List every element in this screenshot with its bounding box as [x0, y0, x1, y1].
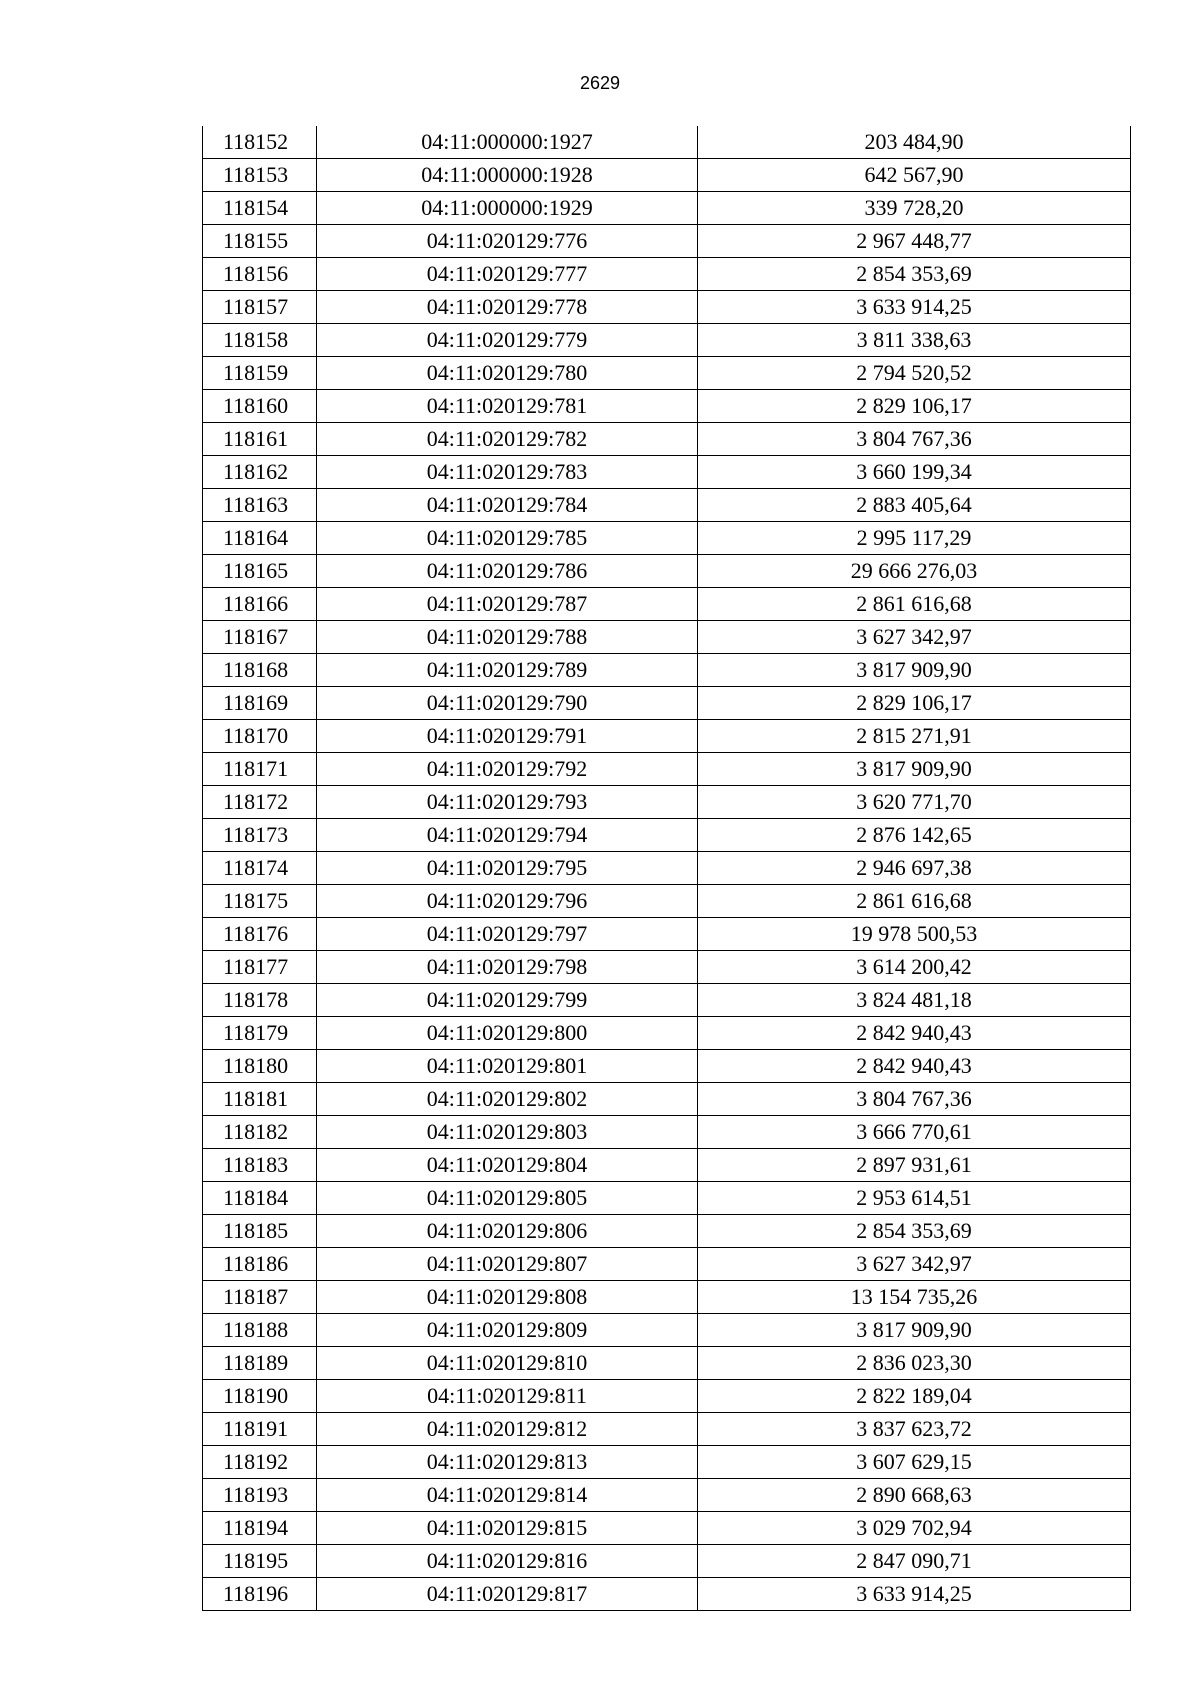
cadastral-number-cell: 04:11:020129:792	[317, 753, 698, 786]
row-number-cell: 118183	[203, 1149, 317, 1182]
cadastral-number-cell: 04:11:020129:795	[317, 852, 698, 885]
row-number-cell: 118185	[203, 1215, 317, 1248]
table-row	[203, 1248, 1131, 1281]
row-number-cell: 118191	[203, 1413, 317, 1446]
cadastral-number-cell: 04:11:020129:789	[317, 654, 698, 687]
table-row	[203, 1314, 1131, 1347]
cadastral-value-cell: 642 567,90	[698, 159, 1131, 192]
row-number-cell: 118192	[203, 1446, 317, 1479]
table-row	[203, 555, 1131, 588]
cadastral-value-cell: 2 815 271,91	[698, 720, 1131, 753]
cadastral-number-cell: 04:11:020129:786	[317, 555, 698, 588]
row-number-cell: 118180	[203, 1050, 317, 1083]
cadastral-value-cell: 2 829 106,17	[698, 390, 1131, 423]
cadastral-number-cell: 04:11:020129:779	[317, 324, 698, 357]
page-number: 2629	[579, 73, 621, 93]
table-row	[203, 258, 1131, 291]
cadastral-value-cell: 2 897 931,61	[698, 1149, 1131, 1182]
row-number-cell: 118173	[203, 819, 317, 852]
cadastral-number-cell: 04:11:020129:799	[317, 984, 698, 1017]
cadastral-number-cell: 04:11:020129:817	[317, 1578, 698, 1611]
cadastral-number-cell: 04:11:020129:796	[317, 885, 698, 918]
row-number-cell: 118182	[203, 1116, 317, 1149]
row-number-cell: 118187	[203, 1281, 317, 1314]
cadastral-number-cell: 04:11:020129:777	[317, 258, 698, 291]
table-row	[203, 621, 1131, 654]
row-number-cell: 118170	[203, 720, 317, 753]
cadastral-value-cell: 2 861 616,68	[698, 885, 1131, 918]
table-row	[203, 1479, 1131, 1512]
cadastral-number-cell: 04:11:020129:782	[317, 423, 698, 456]
cadastral-number-cell: 04:11:020129:794	[317, 819, 698, 852]
cadastral-value-cell: 3 817 909,90	[698, 753, 1131, 786]
row-number-cell: 118194	[203, 1512, 317, 1545]
row-number-cell: 118157	[203, 291, 317, 324]
cadastral-number-cell: 04:11:020129:776	[317, 225, 698, 258]
cadastral-value-cell: 3 607 629,15	[698, 1446, 1131, 1479]
cadastral-value-cell: 2 854 353,69	[698, 1215, 1131, 1248]
table-row	[203, 885, 1131, 918]
cadastral-value-cell: 3 633 914,25	[698, 1578, 1131, 1611]
cadastral-value-cell: 2 890 668,63	[698, 1479, 1131, 1512]
table-row	[203, 1347, 1131, 1380]
table-row	[203, 918, 1131, 951]
cadastral-value-cell: 29 666 276,03	[698, 555, 1131, 588]
cadastral-value-cell: 2 967 448,77	[698, 225, 1131, 258]
cadastral-value-cell: 3 660 199,34	[698, 456, 1131, 489]
cadastral-value-cell: 2 794 520,52	[698, 357, 1131, 390]
cadastral-value-cell: 3 627 342,97	[698, 1248, 1131, 1281]
cadastral-value-cell: 2 836 023,30	[698, 1347, 1131, 1380]
table-row	[203, 819, 1131, 852]
cadastral-value-cell: 19 978 500,53	[698, 918, 1131, 951]
cadastral-value-cell: 3 029 702,94	[698, 1512, 1131, 1545]
table-row	[203, 489, 1131, 522]
cadastral-value-cell: 3 817 909,90	[698, 654, 1131, 687]
registry-table-body	[203, 126, 1131, 1611]
table-row	[203, 225, 1131, 258]
cadastral-number-cell: 04:11:020129:797	[317, 918, 698, 951]
cadastral-value-cell: 3 804 767,36	[698, 423, 1131, 456]
table-row	[203, 654, 1131, 687]
row-number-cell: 118175	[203, 885, 317, 918]
cadastral-number-cell: 04:11:020129:801	[317, 1050, 698, 1083]
cadastral-number-cell: 04:11:020129:785	[317, 522, 698, 555]
cadastral-number-cell: 04:11:020129:814	[317, 1479, 698, 1512]
cadastral-number-cell: 04:11:020129:804	[317, 1149, 698, 1182]
table-row	[203, 1050, 1131, 1083]
cadastral-value-cell: 2 847 090,71	[698, 1545, 1131, 1578]
cadastral-number-cell: 04:11:020129:798	[317, 951, 698, 984]
table-row	[203, 126, 1131, 159]
table-row	[203, 1182, 1131, 1215]
row-number-cell: 118166	[203, 588, 317, 621]
table-row	[203, 1116, 1131, 1149]
cadastral-value-cell: 3 666 770,61	[698, 1116, 1131, 1149]
row-number-cell: 118155	[203, 225, 317, 258]
cadastral-value-cell: 3 627 342,97	[698, 621, 1131, 654]
cadastral-value-cell: 13 154 735,26	[698, 1281, 1131, 1314]
table-row	[203, 1380, 1131, 1413]
row-number-cell: 118163	[203, 489, 317, 522]
table-row	[203, 192, 1131, 225]
table-row	[203, 1083, 1131, 1116]
row-number-cell: 118158	[203, 324, 317, 357]
row-number-cell: 118186	[203, 1248, 317, 1281]
table-row	[203, 786, 1131, 819]
row-number-cell: 118162	[203, 456, 317, 489]
row-number-cell: 118154	[203, 192, 317, 225]
cadastral-number-cell: 04:11:020129:812	[317, 1413, 698, 1446]
row-number-cell: 118195	[203, 1545, 317, 1578]
cadastral-number-cell: 04:11:020129:811	[317, 1380, 698, 1413]
row-number-cell: 118164	[203, 522, 317, 555]
cadastral-value-cell: 2 995 117,29	[698, 522, 1131, 555]
table-row	[203, 1149, 1131, 1182]
table-row	[203, 687, 1131, 720]
table-row	[203, 324, 1131, 357]
table-row	[203, 951, 1131, 984]
row-number-cell: 118152	[203, 126, 317, 159]
row-number-cell: 118176	[203, 918, 317, 951]
row-number-cell: 118189	[203, 1347, 317, 1380]
table-row	[203, 423, 1131, 456]
cadastral-number-cell: 04:11:020129:813	[317, 1446, 698, 1479]
row-number-cell: 118169	[203, 687, 317, 720]
cadastral-number-cell: 04:11:020129:815	[317, 1512, 698, 1545]
row-number-cell: 118177	[203, 951, 317, 984]
table-row	[203, 1017, 1131, 1050]
cadastral-number-cell: 04:11:020129:807	[317, 1248, 698, 1281]
cadastral-number-cell: 04:11:020129:803	[317, 1116, 698, 1149]
cadastral-number-cell: 04:11:020129:806	[317, 1215, 698, 1248]
table-row	[203, 1578, 1131, 1611]
cadastral-number-cell: 04:11:000000:1927	[317, 126, 698, 159]
cadastral-value-cell: 2 946 697,38	[698, 852, 1131, 885]
cadastral-value-cell: 2 876 142,65	[698, 819, 1131, 852]
cadastral-number-cell: 04:11:020129:787	[317, 588, 698, 621]
table-row	[203, 1281, 1131, 1314]
row-number-cell: 118181	[203, 1083, 317, 1116]
cadastral-value-cell: 2 854 353,69	[698, 258, 1131, 291]
cadastral-number-cell: 04:11:020129:808	[317, 1281, 698, 1314]
cadastral-value-cell: 3 817 909,90	[698, 1314, 1131, 1347]
cadastral-value-cell: 2 953 614,51	[698, 1182, 1131, 1215]
cadastral-number-cell: 04:11:020129:809	[317, 1314, 698, 1347]
table-row	[203, 357, 1131, 390]
cadastral-value-cell: 339 728,20	[698, 192, 1131, 225]
cadastral-number-cell: 04:11:020129:800	[317, 1017, 698, 1050]
cadastral-value-cell: 2 822 189,04	[698, 1380, 1131, 1413]
table-row	[203, 1413, 1131, 1446]
cadastral-number-cell: 04:11:020129:793	[317, 786, 698, 819]
cadastral-number-cell: 04:11:020129:780	[317, 357, 698, 390]
table-row	[203, 1446, 1131, 1479]
cadastral-value-cell: 3 804 767,36	[698, 1083, 1131, 1116]
table-row	[203, 1512, 1131, 1545]
row-number-cell: 118171	[203, 753, 317, 786]
cadastral-number-cell: 04:11:020129:784	[317, 489, 698, 522]
row-number-cell: 118184	[203, 1182, 317, 1215]
row-number-cell: 118160	[203, 390, 317, 423]
row-number-cell: 118196	[203, 1578, 317, 1611]
cadastral-number-cell: 04:11:020129:790	[317, 687, 698, 720]
row-number-cell: 118172	[203, 786, 317, 819]
cadastral-value-cell: 3 837 623,72	[698, 1413, 1131, 1446]
row-number-cell: 118167	[203, 621, 317, 654]
table-row	[203, 588, 1131, 621]
table-row	[203, 456, 1131, 489]
row-number-cell: 118165	[203, 555, 317, 588]
table-row	[203, 1545, 1131, 1578]
cadastral-value-cell: 2 829 106,17	[698, 687, 1131, 720]
cadastral-number-cell: 04:11:020129:816	[317, 1545, 698, 1578]
table-row	[203, 159, 1131, 192]
cadastral-number-cell: 04:11:000000:1928	[317, 159, 698, 192]
table-row	[203, 390, 1131, 423]
cadastral-number-cell: 04:11:020129:791	[317, 720, 698, 753]
row-number-cell: 118174	[203, 852, 317, 885]
row-number-cell: 118161	[203, 423, 317, 456]
row-number-cell: 118156	[203, 258, 317, 291]
row-number-cell: 118188	[203, 1314, 317, 1347]
row-number-cell: 118179	[203, 1017, 317, 1050]
cadastral-number-cell: 04:11:020129:788	[317, 621, 698, 654]
cadastral-value-cell: 2 842 940,43	[698, 1050, 1131, 1083]
cadastral-number-cell: 04:11:020129:778	[317, 291, 698, 324]
cadastral-value-cell: 2 861 616,68	[698, 588, 1131, 621]
cadastral-value-cell: 3 633 914,25	[698, 291, 1131, 324]
row-number-cell: 118190	[203, 1380, 317, 1413]
cadastral-number-cell: 04:11:020129:802	[317, 1083, 698, 1116]
cadastral-value-cell: 3 824 481,18	[698, 984, 1131, 1017]
cadastral-number-cell: 04:11:020129:810	[317, 1347, 698, 1380]
table-row	[203, 522, 1131, 555]
cadastral-value-cell: 203 484,90	[698, 126, 1131, 159]
cadastral-number-cell: 04:11:020129:783	[317, 456, 698, 489]
cadastral-number-cell: 04:11:020129:805	[317, 1182, 698, 1215]
cadastral-value-cell: 2 842 940,43	[698, 1017, 1131, 1050]
table-row	[203, 852, 1131, 885]
row-number-cell: 118178	[203, 984, 317, 1017]
row-number-cell: 118159	[203, 357, 317, 390]
cadastral-value-cell: 3 620 771,70	[698, 786, 1131, 819]
table-row	[203, 984, 1131, 1017]
cadastral-number-cell: 04:11:020129:781	[317, 390, 698, 423]
cadastral-value-cell: 3 811 338,63	[698, 324, 1131, 357]
table-row	[203, 1215, 1131, 1248]
table-row	[203, 720, 1131, 753]
row-number-cell: 118153	[203, 159, 317, 192]
table-row	[203, 753, 1131, 786]
cadastral-number-cell: 04:11:000000:1929	[317, 192, 698, 225]
row-number-cell: 118193	[203, 1479, 317, 1512]
table-row	[203, 291, 1131, 324]
cadastral-value-cell: 2 883 405,64	[698, 489, 1131, 522]
cadastral-value-cell: 3 614 200,42	[698, 951, 1131, 984]
registry-table	[202, 126, 1131, 1611]
row-number-cell: 118168	[203, 654, 317, 687]
